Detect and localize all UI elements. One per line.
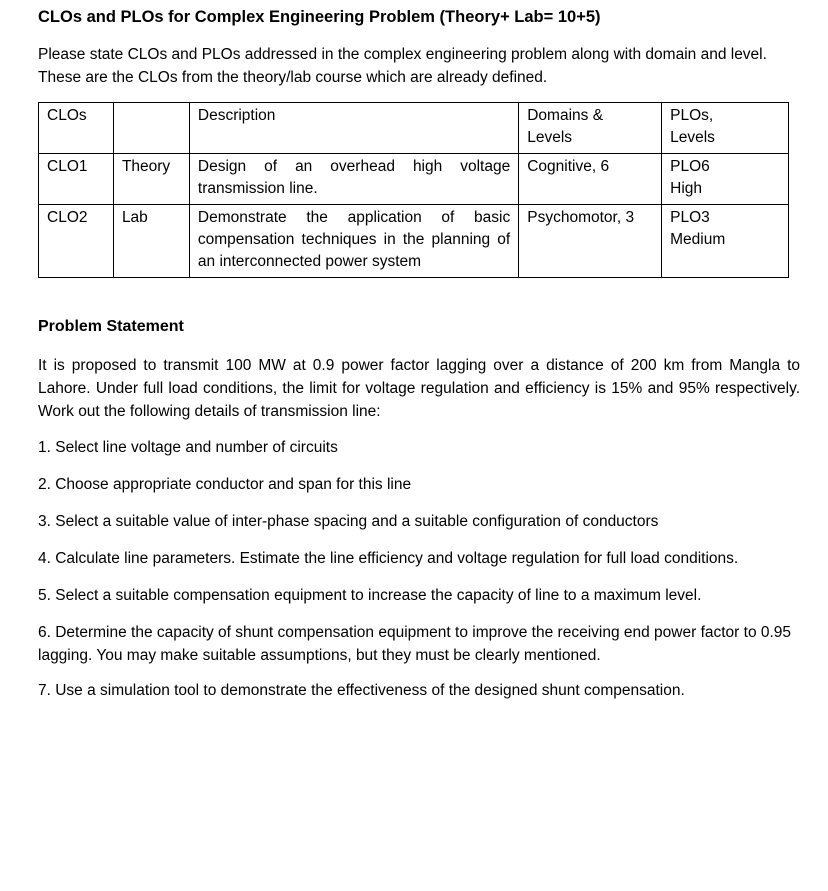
- problem-statement-text: It is proposed to transmit 100 MW at 0.9 power factor lagging over a distance of 200 km from Mangla to Lahore. Under full load conditions, the limit for voltage regulation and efficiency is 15% and 95% respectively. Work out the following details of transmission line:: [38, 357, 800, 420]
- list-item: 2. Choose appropriate conductor and span for this line: [38, 476, 412, 493]
- intro-line-1: Please state CLOs and PLOs addressed in the complex engineering problem along with domain and level.: [38, 46, 767, 63]
- header-domains-line-2: Levels: [527, 129, 573, 146]
- row-1-clo: [39, 154, 114, 205]
- clo-plo-table: [38, 102, 789, 278]
- table-row: [39, 154, 789, 205]
- row-1-plo: [662, 154, 789, 205]
- header-domains-line-1: Domains &: [527, 107, 604, 124]
- row-2-description: Demonstrate the application of basic compensation techniques in the planning of an interconnected power system: [189, 205, 518, 278]
- list-item: 4. Calculate line parameters. Estimate the line efficiency and voltage regulation for full load conditions.: [38, 550, 739, 567]
- header-plos: [662, 103, 789, 154]
- document-heading: CLOs and PLOs for Complex Engineering Problem (Theory+ Lab= 10+5): [38, 8, 601, 26]
- header-clos-label: CLOs: [47, 107, 87, 124]
- table-header-row: [39, 103, 789, 154]
- row-1-type-text: Theory: [121, 158, 171, 175]
- row-2-plo-line-2: Medium: [670, 231, 726, 248]
- table-row: [39, 205, 789, 278]
- row-2-type-text: Lab: [121, 209, 148, 226]
- row-2-clo: [39, 205, 114, 278]
- header-domains: [519, 103, 662, 154]
- row-1-plo-line-1: PLO6: [670, 158, 710, 175]
- list-item: 7. Use a simulation tool to demonstrate the effectiveness of the designed shunt compensation.: [38, 682, 685, 699]
- row-1-type: [113, 154, 189, 205]
- row-1-plo-line-2: High: [670, 180, 703, 197]
- intro-paragraph: [38, 43, 804, 89]
- row-2-clo-text: CLO2: [47, 209, 88, 226]
- row-2-type: [113, 205, 189, 278]
- row-1-domain: [519, 154, 662, 205]
- header-clos: [39, 103, 114, 154]
- list-item: 1. Select line voltage and number of circuits: [38, 439, 338, 456]
- task-list: [38, 436, 804, 716]
- row-2-domain-text: Psychomotor, 3: [527, 209, 635, 226]
- row-2-domain: [519, 205, 662, 278]
- row-1-description: Design of an overhead high voltage transmission line.: [189, 154, 518, 205]
- row-1-domain-text: Cognitive, 6: [527, 158, 610, 175]
- list-item: 3. Select a suitable value of inter-phase spacing and a suitable configuration of conductors: [38, 513, 659, 530]
- header-type: [113, 103, 189, 154]
- header-description-label: Description: [197, 107, 276, 124]
- problem-statement-title: Problem Statement: [38, 318, 184, 335]
- row-2-plo: [662, 205, 789, 278]
- header-plos-line-1: PLOs,: [670, 107, 714, 124]
- row-2-plo-line-1: PLO3: [670, 209, 710, 226]
- list-item: 5. Select a suitable compensation equipment to increase the capacity of line to a maximum level.: [38, 587, 702, 604]
- row-1-clo-text: CLO1: [47, 158, 88, 175]
- list-item: 6. Determine the capacity of shunt compensation equipment to improve the receiving end power factor to 0.95 lagging. You may make suitable assumptions, but they must be clearly mentioned.: [38, 624, 792, 664]
- header-plos-line-2: Levels: [670, 129, 715, 146]
- intro-line-2: These are the CLOs from the theory/lab course which are already defined.: [38, 69, 548, 86]
- header-description: [189, 103, 518, 154]
